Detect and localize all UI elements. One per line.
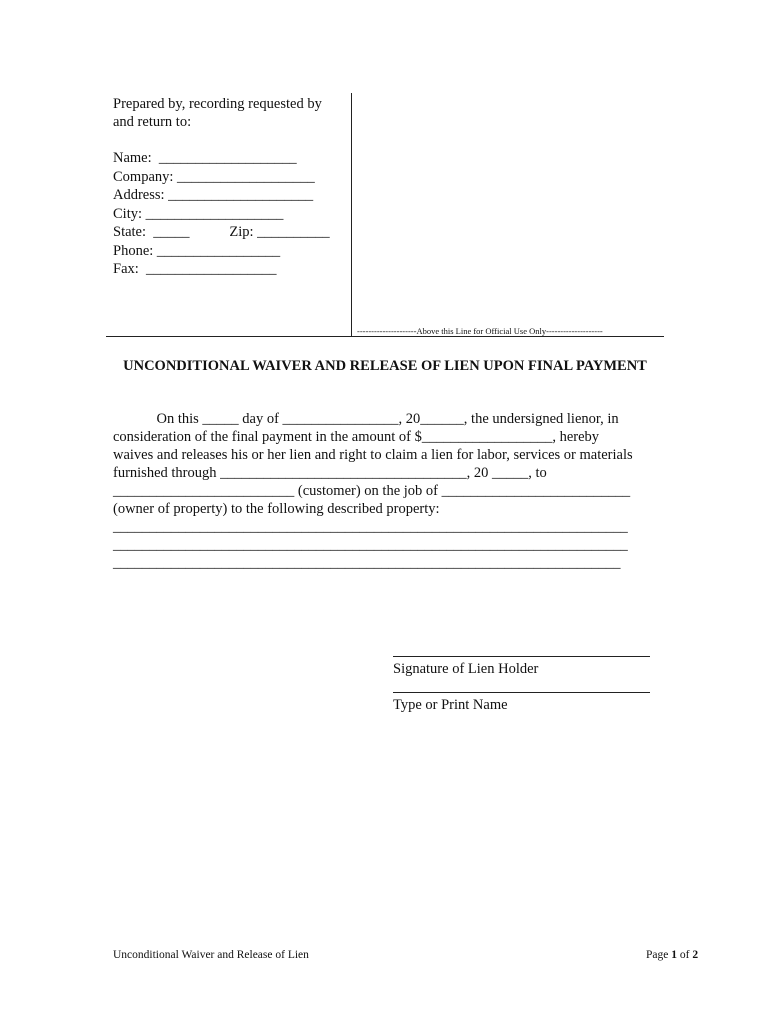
property-description-line[interactable]: ______________________________________________________________________ (113, 555, 621, 571)
state-zip-field[interactable]: State: _____ Zip: __________ (113, 224, 330, 240)
footer-page-number (646, 949, 698, 961)
property-description-line[interactable]: _______________________________________________________________________ (113, 519, 628, 535)
prepared-by-line1: Prepared by, recording requested by (113, 96, 322, 112)
body-line: consideration of the final payment in the amount of $__________________, hereby (113, 429, 600, 445)
footer-document-name: Unconditional Waiver and Release of Lien (113, 949, 309, 961)
official-use-notice: ---------------------Above this Line for Official Use Only-------------------- (357, 326, 603, 336)
page-of: of (676, 949, 693, 961)
address-field[interactable]: Address: ____________________ (113, 187, 314, 203)
city-field[interactable]: City: ___________________ (113, 206, 284, 222)
body-line: (owner of property) to the following described property: (113, 501, 440, 517)
header-vertical-divider (351, 93, 352, 336)
prepared-by-line2: and return to: (113, 114, 192, 130)
print-name-line[interactable] (393, 692, 650, 693)
fax-field[interactable]: Fax: __________________ (113, 261, 277, 277)
page-current: 1 (671, 949, 677, 961)
body-line: waives and releases his or her lien and right to claim a lien for labor, services or materials (113, 447, 633, 463)
signature-label: Signature of Lien Holder (393, 661, 539, 677)
page-prefix: Page (646, 949, 672, 961)
body-line: On this _____ day of ________________, 20______, the undersigned lienor, in (113, 411, 619, 427)
name-field[interactable]: Name: ___________________ (113, 150, 297, 166)
official-use-divider (106, 336, 664, 337)
company-field[interactable]: Company: ___________________ (113, 169, 315, 185)
print-name-label: Type or Print Name (393, 697, 508, 713)
property-description-line[interactable]: _______________________________________________________________________ (113, 537, 628, 553)
document-title: UNCONDITIONAL WAIVER AND RELEASE OF LIEN UPON FINAL PAYMENT (123, 358, 647, 374)
page-total: 2 (692, 949, 699, 961)
body-line: furnished through __________________________________, 20 _____, to (113, 465, 547, 481)
signature-line[interactable] (393, 656, 650, 657)
body-line: _________________________ (customer) on the job of __________________________ (113, 483, 631, 499)
phone-field[interactable]: Phone: _________________ (113, 243, 281, 259)
